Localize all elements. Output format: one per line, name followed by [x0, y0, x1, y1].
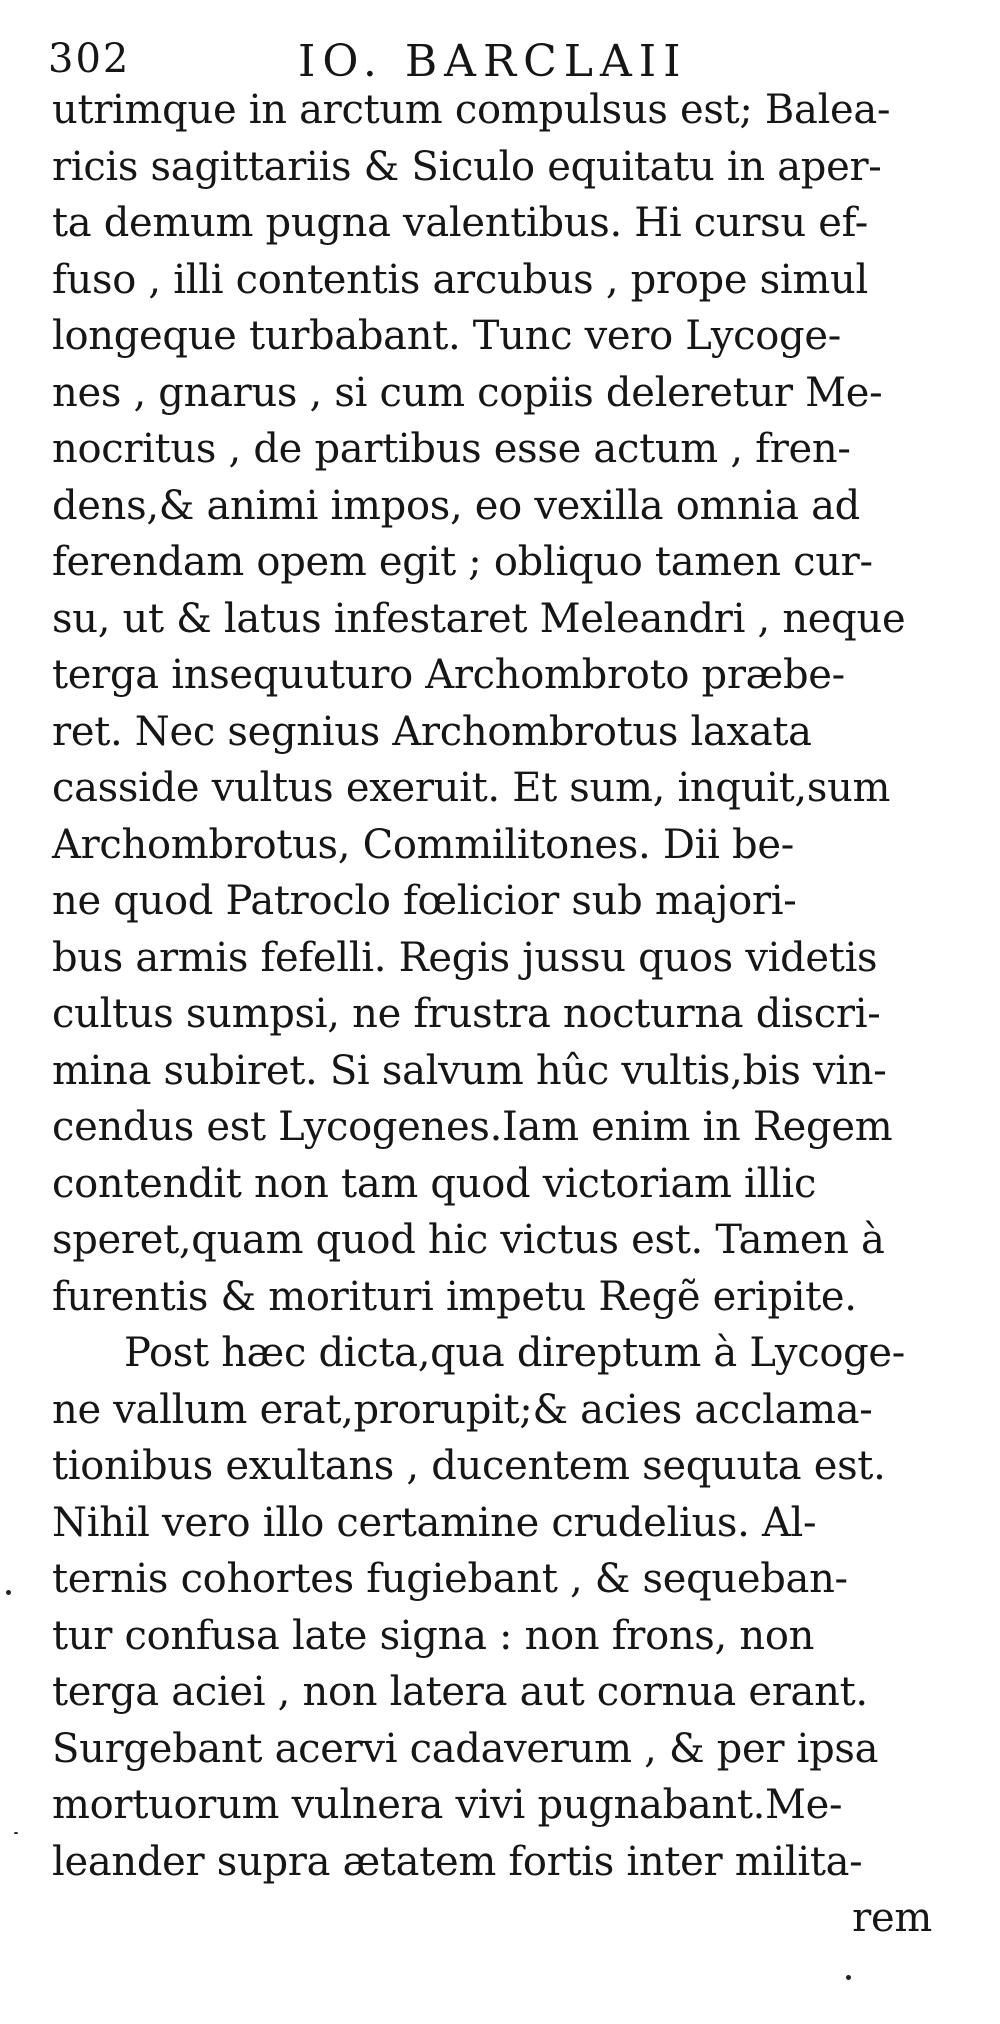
- text-line: tionibus exultans , ducentem sequuta est.: [52, 1443, 886, 1489]
- text-line: mortuorum vulnera vivi pugnabant.Me-: [52, 1782, 843, 1828]
- text-line: Archombrotus, Commilitones. Dii be-: [52, 821, 794, 868]
- text-line: ret. Nec segnius Archombrotus laxata: [52, 708, 812, 755]
- text-line: terga aciei , non latera aut cornua erant.: [52, 1669, 868, 1715]
- text-line: nes , gnarus , si cum copiis deleretur Me-: [52, 369, 883, 416]
- text-line: fuso , illi contentis arcubus , prope simul: [52, 256, 868, 303]
- text-line: ta demum pugna valentibus. Hi cursu ef-: [52, 200, 868, 246]
- text-line: ne quod Patroclo fœlicior sub majori-: [52, 878, 797, 924]
- running-title: IO. BARCLAII: [298, 36, 688, 87]
- text-line: nocritus , de partibus esse actum , fren-: [52, 426, 851, 472]
- page-number: 302: [48, 36, 131, 82]
- text-line: longeque turbabant. Tunc vero Lycoge-: [52, 313, 841, 359]
- text-line: mina subiret. Si salvum hûc vultis,bis vin-: [52, 1047, 887, 1094]
- text-line: ternis cohortes fugiebant , & sequeban-: [52, 1556, 848, 1602]
- text-line: ne vallum erat,prorupit;& acies acclama-: [52, 1386, 873, 1433]
- text-line: Surgebant acervi cadaverum , & per ipsa: [52, 1725, 879, 1772]
- text-line: tur confusa late signa : non frons, non: [52, 1612, 815, 1659]
- text-line: Nihil vero illo certamine crudelius. Al-: [52, 1499, 817, 1546]
- text-line: cultus sumpsi, ne frustra nocturna discri-: [52, 991, 881, 1037]
- text-line: ferendam opem egit ; obliquo tamen cur-: [52, 539, 873, 585]
- catchword: rem: [852, 1895, 932, 1941]
- ink-speck: [6, 1590, 11, 1595]
- text-line: su, ut & latus infestaret Meleandri , neque: [52, 595, 906, 642]
- ink-speck: [846, 1975, 851, 1980]
- text-line: leander supra ætatem fortis inter milita-: [52, 1838, 863, 1885]
- ink-speck: [14, 1832, 18, 1834]
- body-text: [52, 82, 952, 1947]
- text-line: cendus est Lycogenes.Iam enim in Regem: [52, 1104, 893, 1150]
- paragraph-first-line: Post hæc dicta,qua direptum à Lycoge-: [124, 1330, 906, 1376]
- text-line: bus armis fefelli. Regis jussu quos videtis: [52, 934, 878, 981]
- text-line: casside vultus exeruit. Et sum, inquit,sum: [52, 765, 891, 811]
- text-line: contendit non tam quod victoriam illic: [52, 1160, 817, 1207]
- text-line: utrimque in arctum compulsus est; Balea-: [52, 87, 891, 133]
- text-line: terga insequuturo Archombroto præbe-: [52, 652, 845, 698]
- text-line: dens,& animi impos, eo vexilla omnia ad: [52, 482, 860, 529]
- text-line: furentis & morituri impetu Regẽ eripite.: [52, 1273, 857, 1320]
- text-line: ricis sagittariis & Siculo equitatu in aper-: [52, 143, 882, 190]
- text-line: speret,quam quod hic victus est. Tamen à: [52, 1217, 885, 1263]
